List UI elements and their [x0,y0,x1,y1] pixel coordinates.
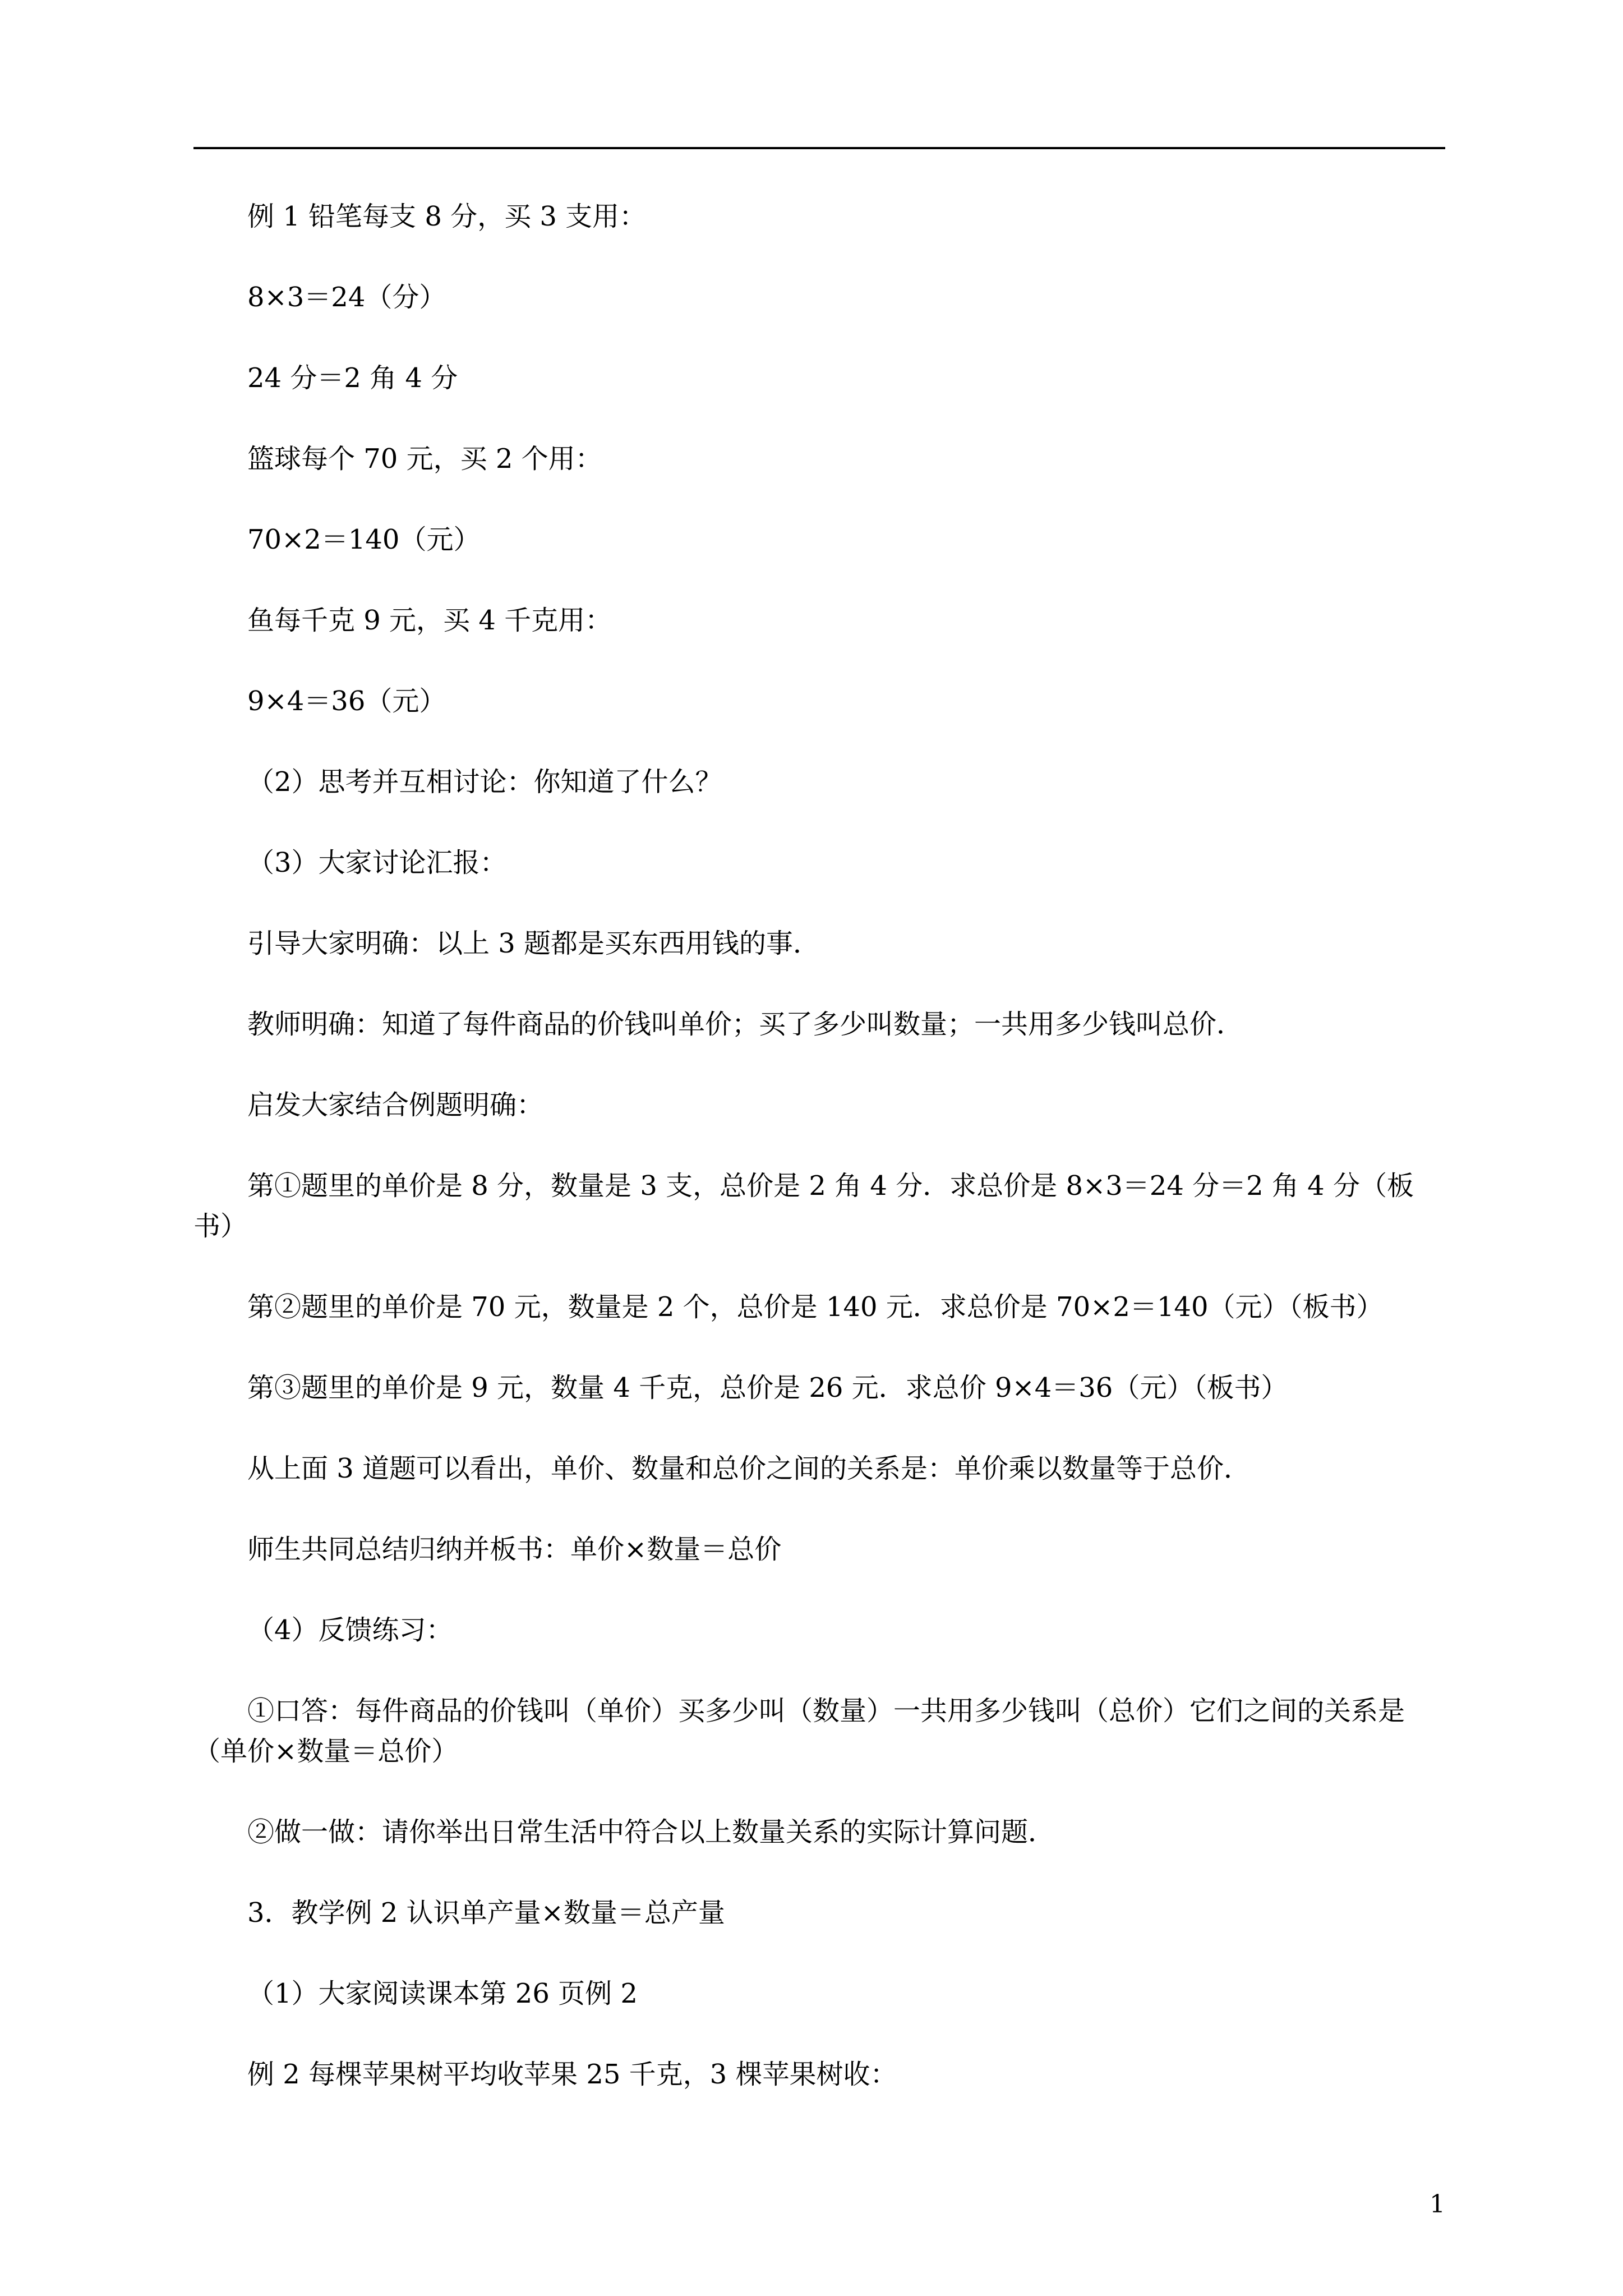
paragraph: 启发大家结合例题明确： [247,1089,544,1121]
paragraph: 例 2 每棵苹果树平均收苹果 25 千克，3 棵苹果树收： [247,2059,897,2090]
paragraph: 24 分＝2 角 4 分 [247,362,458,394]
paragraph: 篮球每个 70 元，买 2 个用： [247,443,602,475]
paragraph: ①口答：每件商品的价钱叫（单价）买多少叫（数量）一共用多少钱叫（总价）它们之间的关系是（单价×数量＝总价） [193,1695,1405,1767]
paragraph: ②做一做：请你举出日常生活中符合以上数量关系的实际计算问题． [247,1816,1055,1848]
paragraph: 鱼每千克 9 元，买 4 千克用： [247,605,612,636]
paragraph: 8×3＝24（分） [247,282,446,313]
paragraph: 从上面 3 道题可以看出，单价、数量和总价之间的关系是：单价乘以数量等于总价． [247,1453,1251,1484]
paragraph: （3）大家讨论汇报： [247,847,507,878]
paragraph: 9×4＝36（元） [247,685,446,717]
paragraph: （1）大家阅读课本第 26 页例 2 [247,1978,638,2009]
paragraph: 教师明确：知道了每件商品的价钱叫单价；买了多少叫数量；一共用多少钱叫总价． [247,1009,1244,1040]
paragraph: 引导大家明确：以上 3 题都是买东西用钱的事． [247,928,820,959]
paragraph: 70×2＝140（元） [247,524,481,555]
paragraph: （2）思考并互相讨论：你知道了什么？ [247,766,722,798]
paragraph: （4）反馈练习： [247,1614,453,1646]
paragraph: 第①题里的单价是 8 分，数量是 3 支，总价是 2 角 4 分．求总价是 8×3＝24 分＝2 角 4 分（板书） [193,1170,1414,1242]
paragraph: 师生共同总结归纳并板书：单价×数量＝总价 [247,1534,782,1565]
header-rule [193,147,1445,149]
paragraph: 例 1 铅笔每支 8 分，买 3 支用： [247,201,647,232]
document-body [193,196,1445,2095]
paragraph: 3．教学例 2 认识单产量×数量＝总产量 [247,1897,725,1929]
page-number: 1 [1430,2190,1445,2219]
paragraph: 第②题里的单价是 70 元，数量是 2 个，总价是 140 元．求总价是 70×2＝140（元）（板书） [247,1291,1384,1323]
paragraph: 第③题里的单价是 9 元，数量 4 千克，总价是 26 元．求总价 9×4＝36（元）（板书） [247,1372,1288,1404]
